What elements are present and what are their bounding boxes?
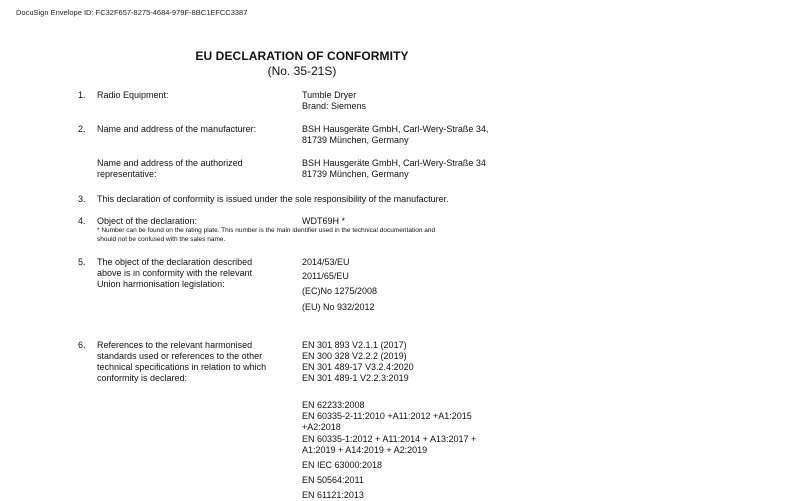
item-1-number: 1. bbox=[78, 90, 86, 100]
legislation-item: 2014/53/EU bbox=[302, 257, 350, 267]
standard-item: EN IEC 63000:2018 bbox=[302, 460, 383, 470]
item-6-label-line2: standards used or references to the other bbox=[97, 351, 263, 361]
item-3-text: This declaration of conformity is issued under the sole responsibility of the manufacturer. bbox=[97, 194, 449, 204]
item-5-label-line3: Union harmonisation legislation: bbox=[97, 279, 225, 289]
representative-label-line2: representative: bbox=[97, 169, 157, 179]
item-1-label: Radio Equipment: bbox=[97, 90, 169, 100]
representative-address-line2: 81739 München, Germany bbox=[302, 169, 409, 179]
item-4-note-line2: should not be confused with the sales name. bbox=[97, 236, 226, 243]
legislation-item: (EC)No 1275/2008 bbox=[302, 286, 378, 296]
item-5-label-line2: above is in conformity with the relevant bbox=[97, 268, 253, 278]
page-title: EU DECLARATION OF CONFORMITY bbox=[195, 49, 409, 63]
standard-item: EN 300 328 V2.2.2 (2019) bbox=[302, 351, 407, 361]
item-3-number: 3. bbox=[78, 194, 86, 204]
manufacturer-address-line1: BSH Hausgeräte GmbH, Carl-Wery-Straße 34, bbox=[302, 124, 489, 134]
standard-item: EN 61121:2013 bbox=[302, 490, 364, 500]
item-6-label-line3: technical specifications in relation to which bbox=[97, 362, 267, 372]
standard-item: EN 301 489-1 V2.2.3:2019 bbox=[302, 373, 409, 383]
manufacturer-address-line2: 81739 München, Germany bbox=[302, 135, 409, 145]
standard-item: EN 60335-2-11:2010 +A11:2012 +A1:2015 bbox=[302, 411, 472, 421]
item-6-label-line4: conformity is declared: bbox=[97, 373, 188, 383]
item-2-number: 2. bbox=[78, 124, 86, 134]
standard-item-continued: +A2:2018 bbox=[302, 422, 341, 432]
item-4-number: 4. bbox=[78, 216, 86, 226]
item-4-label: Object of the declaration: bbox=[97, 216, 198, 226]
standard-item: EN 62233:2008 bbox=[302, 400, 365, 410]
envelope-id: DocuSign Envelope ID: FC32F657-8275-4684-979F-8BC1EFCC3387 bbox=[16, 8, 248, 17]
legislation-item: (EU) No 932/2012 bbox=[302, 302, 375, 312]
item-6-number: 6. bbox=[78, 340, 86, 350]
item-5-label-line1: The object of the declaration described bbox=[97, 257, 253, 267]
legislation-item: 2011/65/EU bbox=[302, 271, 349, 281]
standard-item: EN 301 489-17 V3.2.4:2020 bbox=[302, 362, 414, 372]
standard-item-continued: A1:2019 + A14:2019 + A2:2019 bbox=[302, 445, 428, 455]
standard-item: EN 301 893 V2.1.1 (2017) bbox=[302, 340, 407, 350]
standard-item: EN 60335-1:2012 + A11:2014 + A13:2017 + bbox=[302, 434, 477, 444]
item-6-label-line1: References to the relevant harmonised bbox=[97, 340, 253, 350]
representative-address-line1: BSH Hausgeräte GmbH, Carl-Wery-Straße 34 bbox=[302, 158, 486, 168]
item-5-number: 5. bbox=[78, 257, 86, 267]
declaration-number: (No. 35-21S) bbox=[267, 64, 337, 78]
item-1-value-line1: Tumble Dryer bbox=[302, 90, 357, 100]
representative-label-line1: Name and address of the authorized bbox=[97, 158, 243, 168]
manufacturer-label: Name and address of the manufacturer: bbox=[97, 124, 257, 134]
model-number: WDT69H * bbox=[302, 216, 346, 226]
standard-item: EN 50564:2011 bbox=[302, 475, 364, 485]
item-1-value-line2: Brand: Siemens bbox=[302, 101, 367, 111]
item-4-note-line1: * Number can be found on the rating plate. This number is the main identifier used in the technical documentation and bbox=[97, 227, 436, 234]
